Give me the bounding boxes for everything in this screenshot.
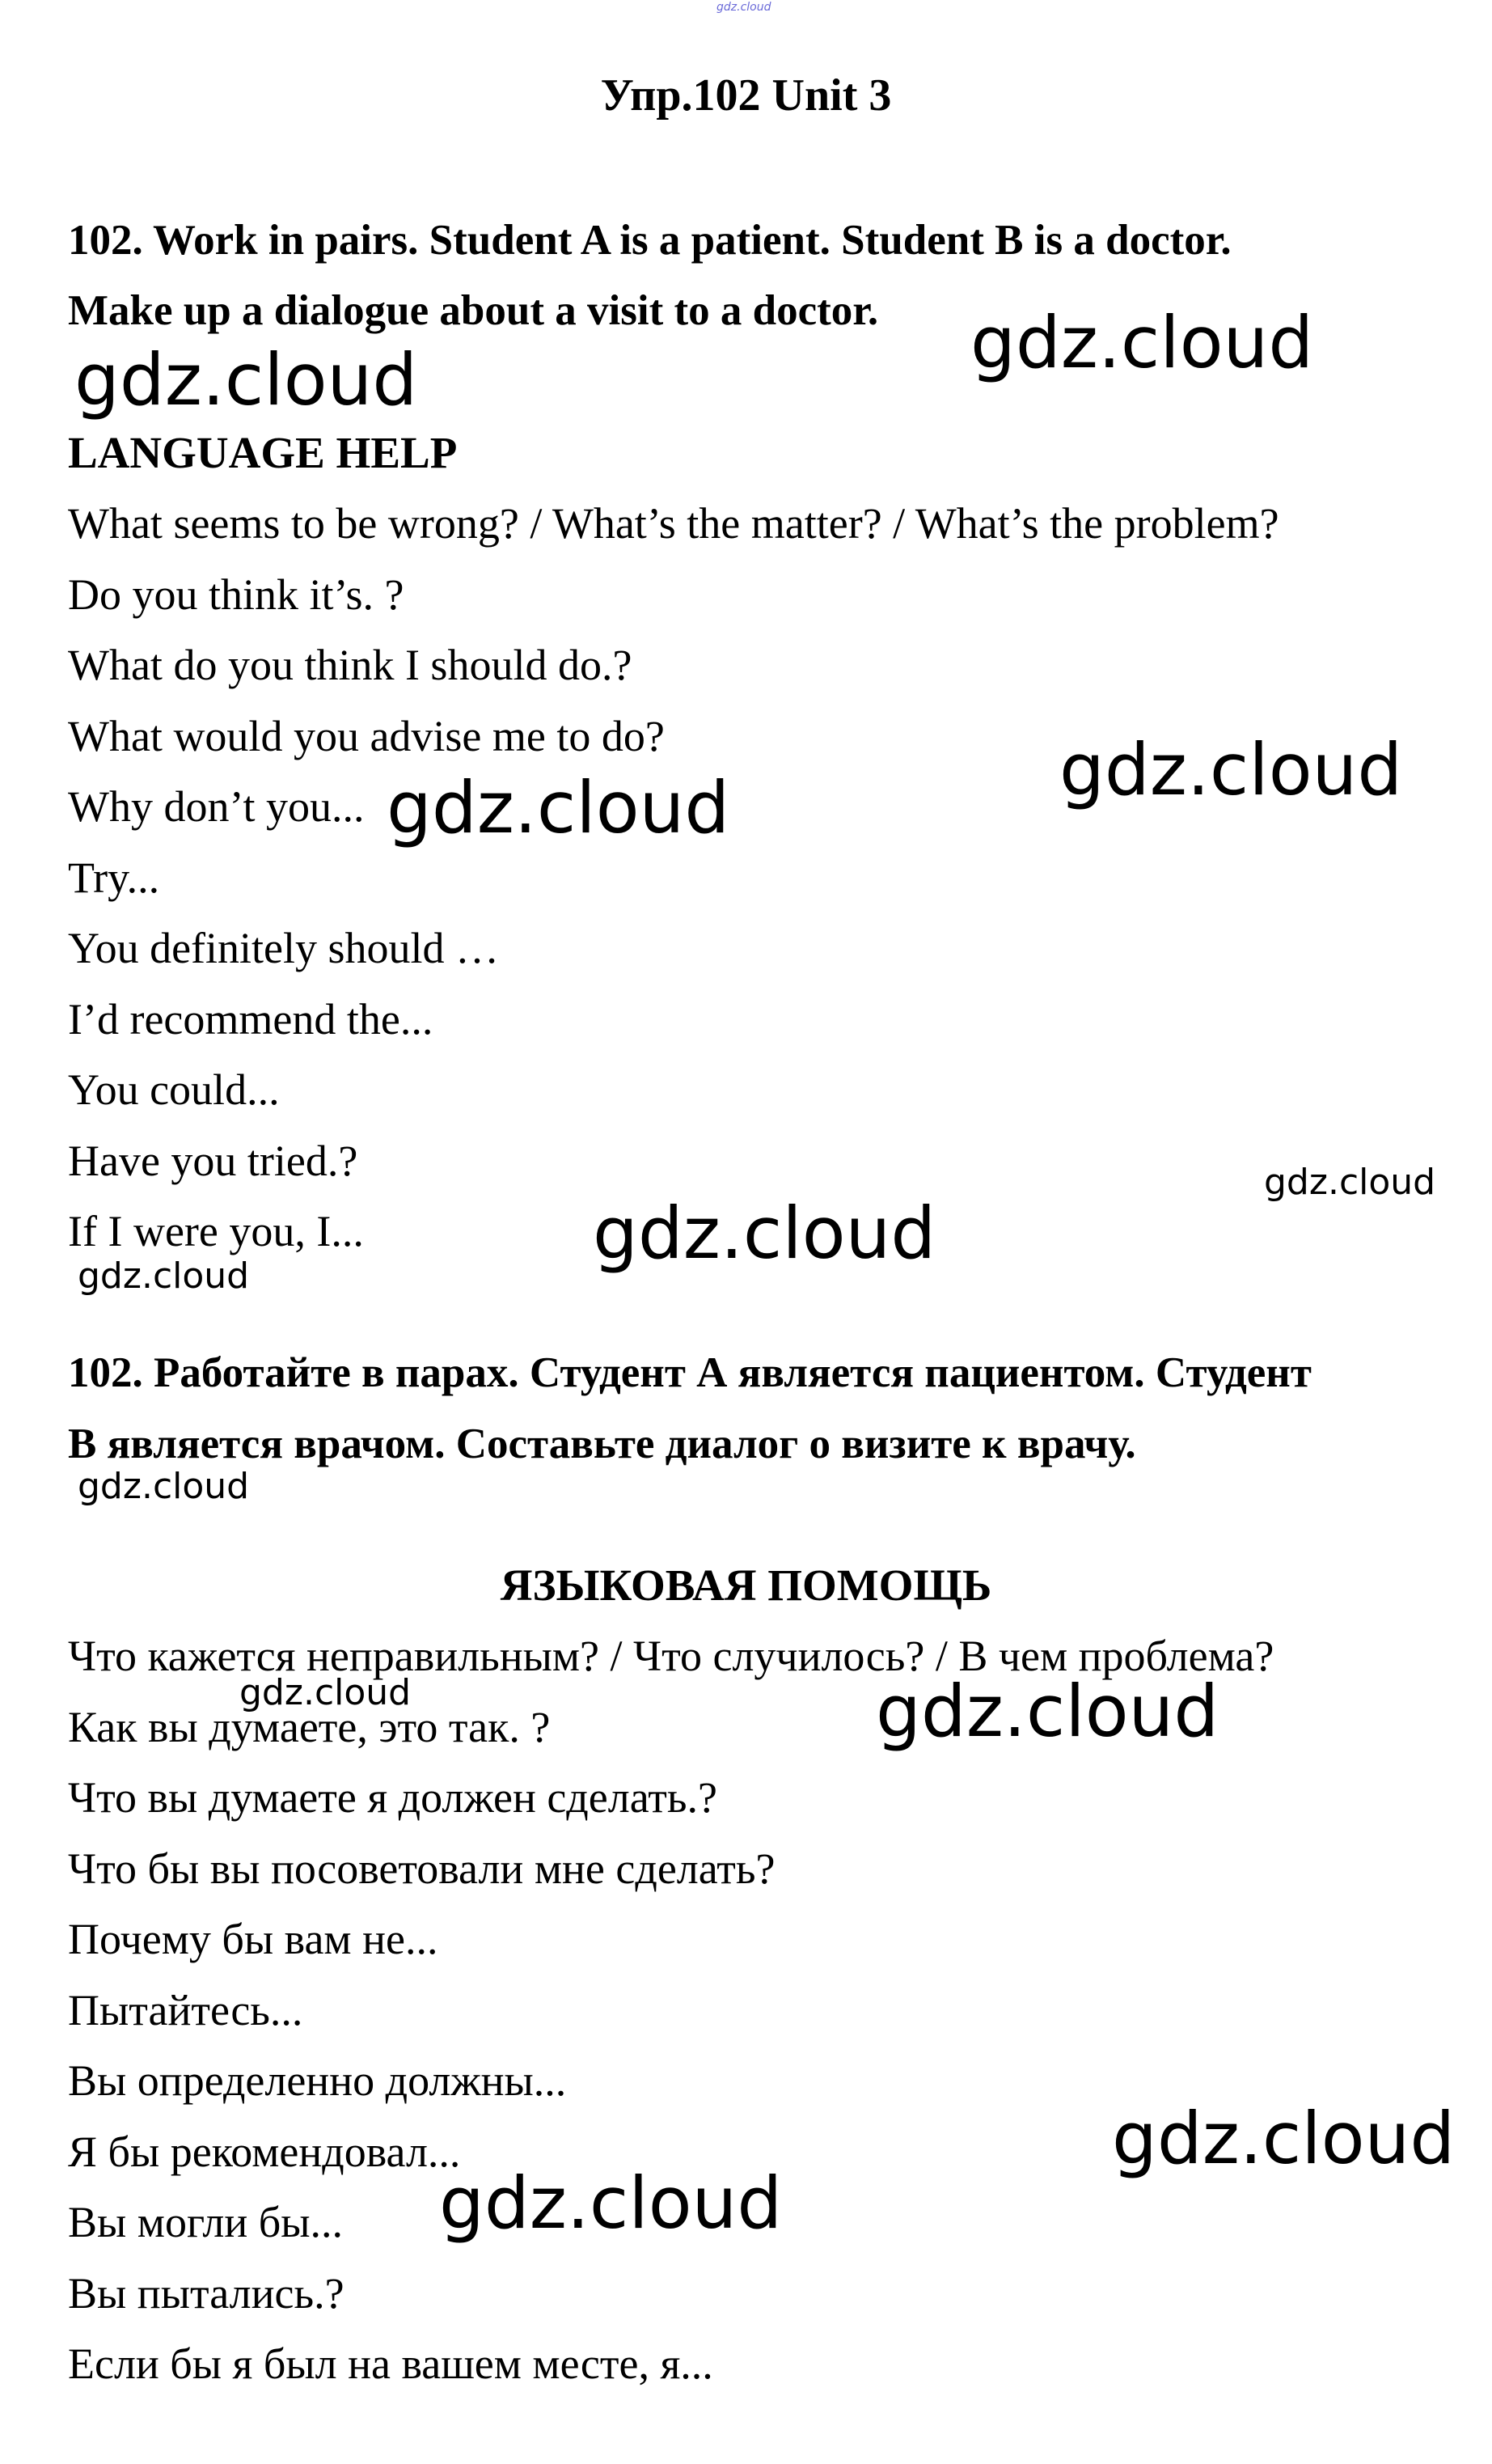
phrase-ru-4: Что бы вы посоветовали мне сделать? (68, 1844, 776, 1893)
watermark-text: gdz.cloud (78, 1466, 250, 1507)
language-help-header-ru: ЯЗЫКОВАЯ ПОМОЩЬ (500, 1560, 992, 1610)
phrase-en-5: Why don’t you... (68, 782, 365, 831)
phrase-en-7: You definitely should … (68, 924, 500, 972)
watermark-text: gdz.cloud (387, 766, 730, 849)
phrase-en-9: You could... (68, 1065, 280, 1114)
task-ru-line-2: В является врачом. Составьте диалог о визите к врачу. (68, 1420, 1136, 1467)
phrase-en-3: What do you think I should do.? (68, 641, 632, 689)
phrase-en-4: What would you advise me to do? (68, 712, 665, 760)
phrase-ru-9: Вы могли бы... (68, 2198, 343, 2246)
watermark-text: gdz.cloud (970, 301, 1314, 384)
phrase-en-1: What seems to be wrong? / What’s the matter? / What’s the problem? (68, 499, 1279, 548)
phrase-en-8: I’d recommend the... (68, 995, 433, 1044)
phrase-ru-8: Я бы рекомендовал... (68, 2127, 461, 2176)
phrase-ru-5: Почему бы вам не... (68, 1915, 438, 1963)
task-ru-line-1: 102. Работайте в парах. Студент А является пациентом. Студент (68, 1349, 1312, 1396)
task-en-line-2: Make up a dialogue about a visit to a doctor. (68, 287, 879, 334)
watermark-text: gdz.cloud (593, 1192, 936, 1275)
task-en-line-1: 102. Work in pairs. Student A is a patient. Student B is a doctor. (68, 217, 1232, 264)
phrase-en-11: If I were you, I... (68, 1207, 364, 1255)
phrase-ru-6: Пытайтесь... (68, 1986, 303, 2034)
language-help-header: LANGUAGE HELP (68, 428, 458, 477)
phrase-en-2: Do you think it’s. ? (68, 570, 404, 619)
watermark-text: gdz.cloud (1264, 1162, 1436, 1203)
phrase-ru-10: Вы пытались.? (68, 2269, 344, 2318)
phrase-ru-2: Как вы думаете, это так. ? (68, 1703, 551, 1751)
watermark-text: gdz.cloud (1112, 2097, 1456, 2180)
watermark-text: gdz.cloud (239, 1672, 412, 1713)
page-title: Упр.102 Unit 3 (600, 70, 892, 121)
phrase-en-6: Try... (68, 853, 160, 902)
phrase-ru-7: Вы определенно должны... (68, 2056, 567, 2105)
phrase-ru-1: Что кажется неправильным? / Что случилось? / В чем проблема? (68, 1632, 1274, 1680)
watermark-text: gdz.cloud (78, 1255, 250, 1297)
watermark-text: gdz.cloud (439, 2161, 783, 2245)
watermark-text: gdz.cloud (1059, 728, 1403, 811)
watermark-text: gdz.cloud (876, 1670, 1219, 1753)
phrase-ru-11: Если бы я был на вашем месте, я... (68, 2339, 713, 2388)
top-watermark: gdz.cloud (716, 1, 771, 14)
phrase-en-10: Have you tried.? (68, 1137, 358, 1185)
phrase-ru-3: Что вы думаете я должен сделать.? (68, 1773, 717, 1822)
watermark-text: gdz.cloud (74, 338, 418, 421)
